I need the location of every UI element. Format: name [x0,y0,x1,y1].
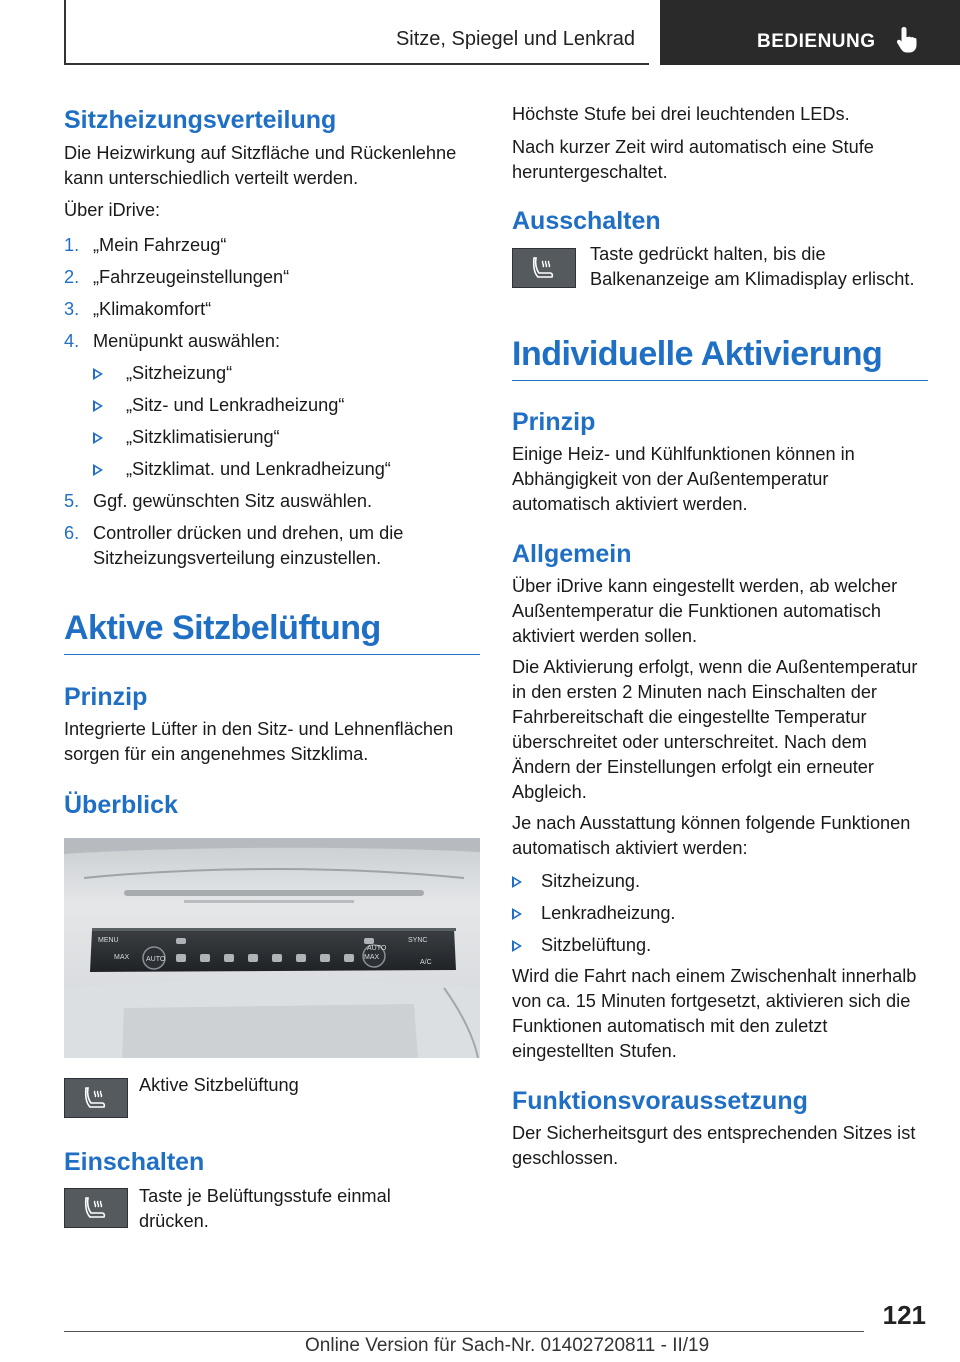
triangle-bullet-icon [93,368,103,380]
idrive-steps-list-continued [64,489,480,571]
function-text: Sitzheizung. [541,871,641,891]
heading-funktionsvoraussetzung: Funktionsvoraussetzung [512,1087,808,1115]
seat-ventilation-icon [82,1084,110,1112]
step-text: Controller drücken und drehen, um die Sitzheizungsverteilung einzustellen. [93,523,404,568]
heading-ausschalten: Ausschalten [512,207,661,235]
paragraph-prinzip: Integrierte Lüfter in den Sitz- und Lehnenflächen sorgen für ein angenehmes Sitzklima. [64,719,454,764]
menu-options-list [93,361,480,482]
heading-ueberblick: Überblick [64,791,178,819]
paragraph-heizwirkung: Die Heizwirkung auf Sitzfläche und Rückenlehne kann unterschiedlich verteilt werden. [64,143,457,188]
function-text: Sitzbelüftung. [541,935,652,955]
heading-sitzheizungsverteilung: Sitzheizungsverteilung [64,106,337,134]
seat-ventilation-button [512,248,576,288]
paragraph-allgemein-1: Über iDrive kann eingestellt werden, ab welcher Außentemperatur die Funktionen automatisch aktiviert werden sollen. [512,576,898,646]
option-text: „Sitzklimat. und Lenkradheizung“ [126,459,391,479]
paragraph-einschalten: Taste je Belüftungsstufe einmal drücken. [139,1186,391,1231]
header-rule-bottom [64,63,649,65]
climate-panel-photo [64,838,480,1058]
triangle-bullet-icon [93,400,103,412]
paragraph-hoechste-stufe: Höchste Stufe bei drei leuchtenden LEDs. [512,104,850,124]
paragraph-heruntergeschaltet: Nach kurzer Zeit wird automatisch eine Stufe heruntergeschaltet. [512,137,874,182]
photo-button-label: AUTO [146,956,166,963]
list-item [512,869,928,894]
list-item [512,901,928,926]
photo-button-label: MENU [98,937,119,944]
step-text: Ggf. gewünschten Sitz auswählen. [93,491,373,511]
einschalten-row [64,1186,480,1238]
step-number: 2. [64,267,80,287]
paragraph-allgemein-3: Je nach Ausstattung können folgende Funktionen automatisch aktiviert werden: [512,813,911,858]
pointing-hand-icon [896,26,920,54]
step-number: 5. [64,491,80,511]
list-item [64,233,480,258]
paragraph-voraussetzung: Der Sicherheitsgurt des entsprechenden Sitzes ist geschlossen. [512,1123,916,1168]
icon-caption: Aktive Sitzbelüftung [139,1075,299,1095]
heading-prinzip: Prinzip [64,683,148,711]
seat-ventilation-button [64,1188,128,1228]
photo-button-label: SYNC [408,937,428,944]
list-item [512,933,928,958]
triangle-bullet-icon [512,908,522,920]
page-number: 121 [882,1300,926,1330]
list-item [93,457,480,482]
functions-list [512,869,928,958]
seat-ventilation-icon [82,1194,110,1222]
header-rule-left [64,0,66,64]
step-text: „Fahrzeugeinstellungen“ [93,267,290,287]
list-item [64,329,480,354]
footer-rule [64,1331,864,1332]
paragraph-prinzip-right: Einige Heiz- und Kühlfunktionen können in Abhängigkeit von der Außentemperatur automatisch aktiviert werden. [512,444,855,514]
triangle-bullet-icon [93,432,103,444]
seat-ventilation-button [64,1078,128,1118]
heading-allgemein: Allgemein [512,540,632,568]
triangle-bullet-icon [512,876,522,888]
list-item [93,425,480,450]
step-number: 1. [64,235,80,255]
step-number: 3. [64,299,80,319]
paragraph-ausschalten: Taste gedrückt halten, bis die Balkenanzeige am Klimadisplay erlischt. [590,244,915,289]
seat-ventilation-icon [530,254,558,282]
step-text: Menüpunkt auswählen: [93,331,281,351]
section-label: BEDIENUNG [757,31,876,52]
step-number: 6. [64,523,80,543]
idrive-steps-list [64,233,480,354]
step-text: „Klimakomfort“ [93,299,212,319]
option-text: „Sitzklimatisierung“ [126,427,280,447]
paragraph-allgemein-2: Die Aktivierung erfolgt, wenn die Außentemperatur in den ersten 2 Minuten nach Einschalten der Fahrbereitschaft die eingestellte Temperatur überschreitet oder unterschreitet. Nach dem Ändern der Einstellungen erfolgt ein erneuter Abgleich. [512,657,918,802]
heading-einschalten: Einschalten [64,1148,205,1176]
paragraph-ueber-idrive: Über iDrive: [64,200,161,220]
ausschalten-row [512,244,928,296]
right-column [512,102,928,1171]
option-text: „Sitzheizung“ [126,363,233,383]
icon-caption-row [64,1075,480,1118]
list-item [93,393,480,418]
triangle-bullet-icon [93,464,103,476]
step-text: „Mein Fahrzeug“ [93,235,227,255]
heading-aktive-sitzbelueftung: Aktive Sitzbelüftung [64,608,480,655]
list-item [64,297,480,322]
function-text: Lenkradheizung. [541,903,676,923]
photo-button-label: AUTO [367,945,387,952]
option-text: „Sitz- und Lenkradheizung“ [126,395,345,415]
list-item [64,521,480,571]
heading-individuelle-aktivierung: Individuelle Aktivierung [512,334,928,381]
list-item [64,265,480,290]
list-item [64,489,480,514]
heading-prinzip-right: Prinzip [512,408,596,436]
step-number: 4. [64,331,80,351]
list-item [93,361,480,386]
left-column [64,102,480,1238]
photo-button-label: MAX [364,954,380,961]
paragraph-allgemein-4: Wird die Fahrt nach einem Zwischenhalt innerhalb von ca. 15 Minuten fortgesetzt, aktivieren sich die Funktionen automatisch mit den zuletzt eingestellten Stufen. [512,966,917,1061]
photo-button-label: MAX [114,954,130,961]
chapter-title: Sitze, Spiegel und Lenkrad [395,28,635,50]
section-tab [660,0,960,65]
triangle-bullet-icon [512,940,522,952]
photo-button-label: A/C [420,959,432,966]
footer-online-version: Online Version für Sach-Nr. 01402720811 - II/19 [305,1335,710,1356]
